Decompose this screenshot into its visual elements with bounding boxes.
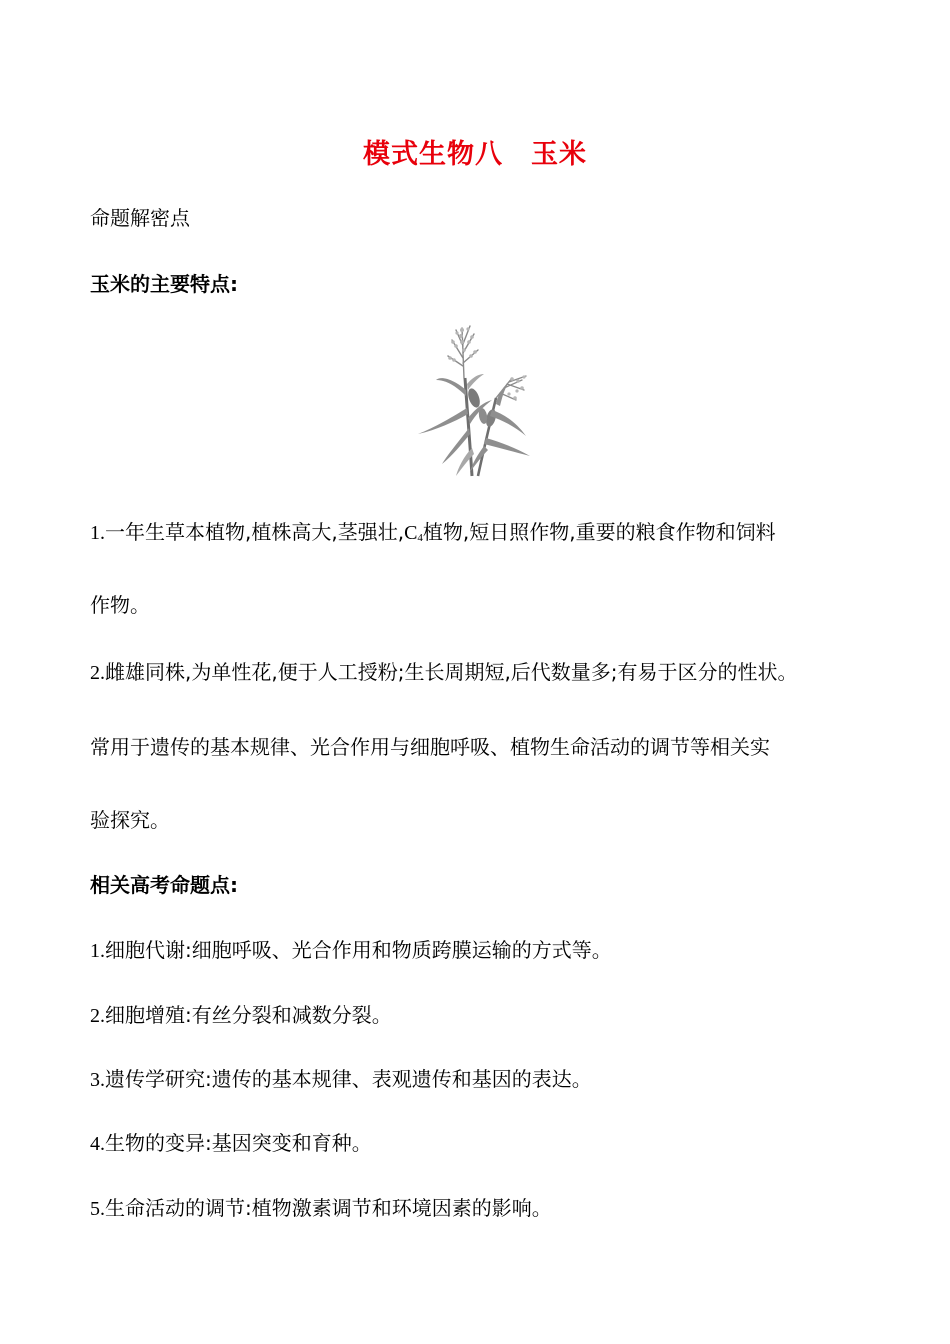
exam-heading: 相关高考命题点: bbox=[90, 873, 238, 897]
features-heading: 玉米的主要特点: bbox=[90, 272, 238, 296]
usage-line-1: 常用于遗传的基本规律、光合作用与细胞呼吸、植物生命活动的调节等相关实 bbox=[90, 735, 770, 759]
exam-point-4: 4.生物的变异:基因突变和育种。 bbox=[90, 1131, 372, 1155]
page-title: 模式生物八 玉米 bbox=[363, 139, 587, 170]
exam-point-2: 2.细胞增殖:有丝分裂和减数分裂。 bbox=[90, 1003, 392, 1027]
exam-point-3: 3.遗传学研究:遗传的基本规律、表观遗传和基因的表达。 bbox=[90, 1067, 592, 1091]
usage-line-2: 验探究。 bbox=[90, 808, 170, 832]
corn-plant-icon bbox=[412, 318, 537, 480]
section-intro: 命题解密点 bbox=[90, 206, 190, 230]
feature-item-1-line-1: 1.一年生草本植物,植株高大,茎强壮$,C_4$植物,短日照作物,重要的粮食作物和饲料 bbox=[90, 520, 776, 544]
feature-item-2: 2.雌雄同株,为单性花,便于人工授粉;生长周期短,后代数量多;有易于区分的性状。 bbox=[90, 660, 798, 684]
feature-item-1-line-2: 作物。 bbox=[90, 593, 150, 617]
c4-label: $C_4$ bbox=[404, 522, 423, 544]
exam-point-1: 1.细胞代谢:细胞呼吸、光合作用和物质跨膜运输的方式等。 bbox=[90, 938, 612, 962]
exam-point-5: 5.生命活动的调节:植物激素调节和环境因素的影响。 bbox=[90, 1196, 552, 1220]
